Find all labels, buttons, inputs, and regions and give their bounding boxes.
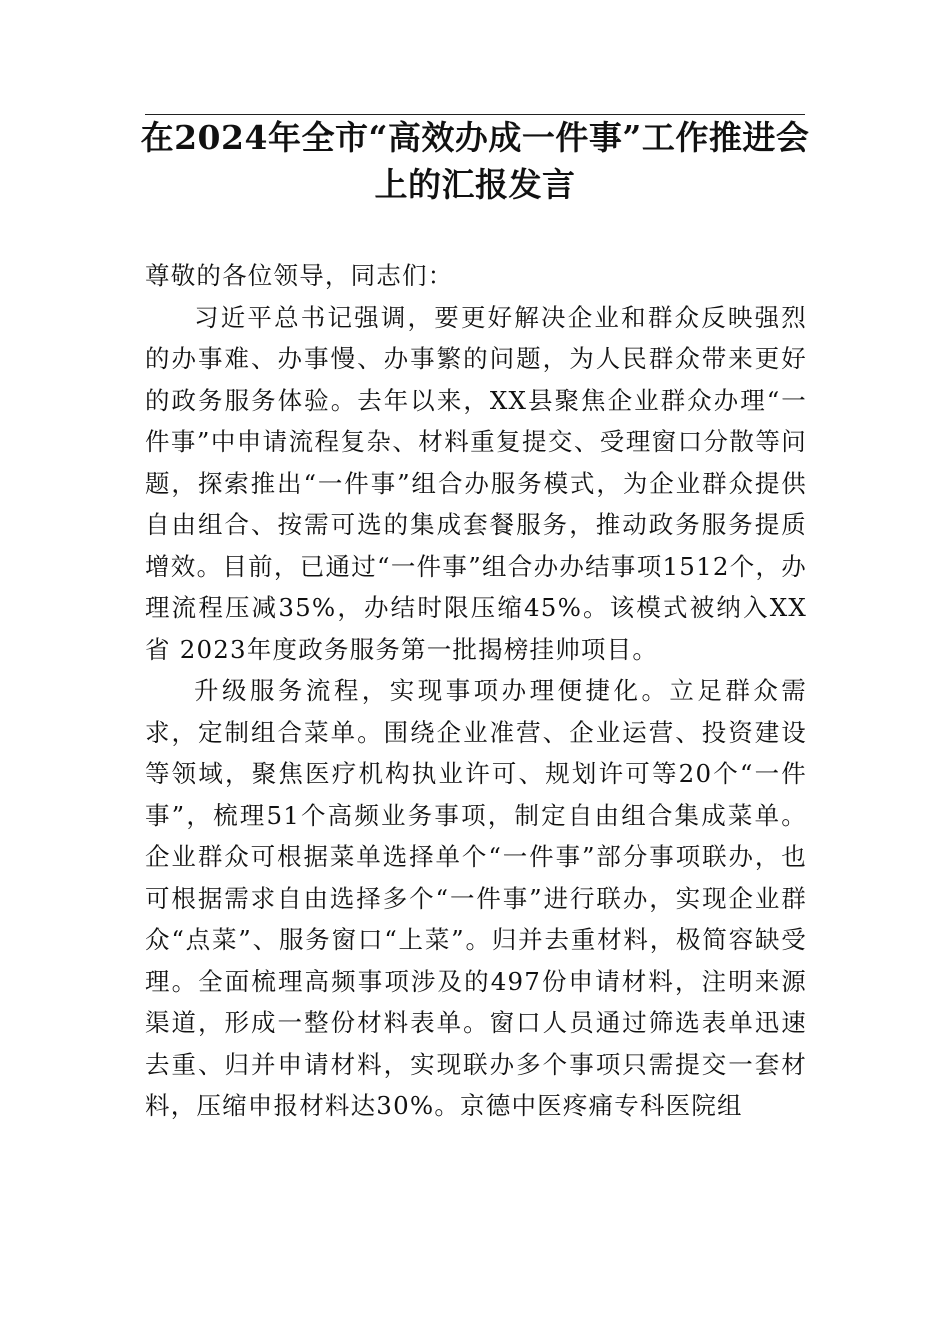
salutation: 尊敬的各位领导，同志们：: [145, 261, 454, 290]
document-body: [145, 255, 807, 1127]
paragraph-service-process: 升级服务流程，实现事项办理便捷化。立足群众需求，定制组合菜单。围绕企业准营、企业运营、投资建设等领域，聚焦医疗机构执业许可、规划许可等20个“一件事”，梳理51个高频业务事项，制定自由组合集成菜单。企业群众可根据菜单选择单个“一件事”部分事项联办，也可根据需求自由选择多个“一件事”进行联办，实现企业群众“点菜”、服务窗口“上菜”。归并去重材料，极简容缺受理。全面梳理高频事项涉及的497份申请材料，注明来源渠道，形成一整份材料表单。窗口人员通过筛选表单迅速去重、归并申请材料，实现联办多个事项只需提交一套材料，压缩申报材料达30%。京德中医疼痛专科医院组: [145, 676, 807, 1120]
paragraph-intro: 习近平总书记强调，要更好解决企业和群众反映强烈的办事难、办事慢、办事繁的问题，为人民群众带来更好的政务服务体验。去年以来，XX县聚焦企业群众办理“一件事”中申请流程复杂、材料重复提交、受理窗口分散等问题，探索推出“一件事”组合办服务模式，为企业群众提供自由组合、按需可选的集成套餐服务，推动政务服务提质增效。目前，已通过“一件事”组合办办结事项1512个，办理流程压减35%，办结时限压缩45%。该模式被纳入XX省 2023年度政务服务第一批揭榜挂帅项目。: [145, 302, 807, 664]
document-title: 在2024年全市“高效办成一件事”工作推进会上的汇报发言: [140, 118, 810, 204]
